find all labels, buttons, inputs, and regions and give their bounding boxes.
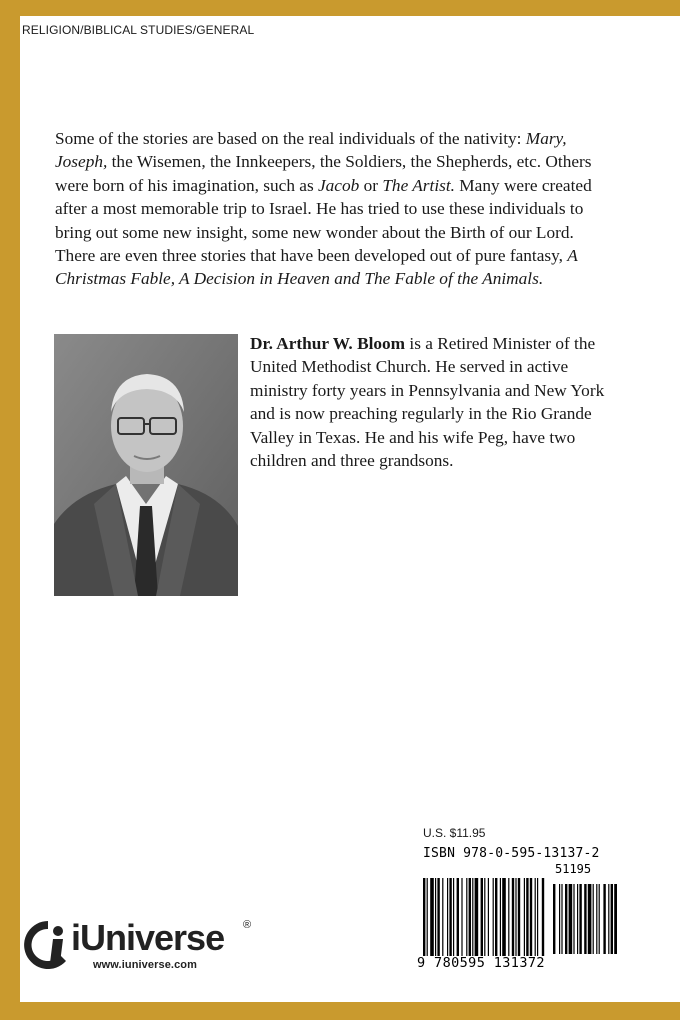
barcode-addon-digits: 51195 bbox=[555, 862, 592, 876]
barcode-digits: 9 780595 131372 bbox=[417, 955, 545, 971]
iuniverse-mark-icon bbox=[20, 917, 72, 973]
category-label: RELIGION/BIBLICAL STUDIES/GENERAL bbox=[22, 23, 255, 37]
price-label: U.S. $11.95 bbox=[423, 826, 486, 840]
registered-mark: ® bbox=[243, 919, 252, 931]
isbn-label: ISBN 978-0-595-13137-2 bbox=[423, 846, 600, 861]
publisher-name: iUniverse bbox=[71, 917, 225, 958]
publisher-logo bbox=[20, 917, 250, 982]
publisher-url[interactable]: www.iuniverse.com bbox=[93, 959, 197, 971]
barcode bbox=[419, 864, 617, 958]
book-blurb: Some of the stories are based on the real individuals of the nativity: Mary, Joseph, the Wisemen, the Innkeepers, the Soldiers, the Shepherds, etc. Others were born of his imagination, such as Jacob or The Artist. Many were created after a most memorable trip to Israel. He has tried to use these individuals to bring out some new insight, some new wonder about the Birth of our Lord. There are even three stories that have been developed out of pure fantasy, A Christmas Fable, A Decision in Heaven and The Fable of the Animals. bbox=[55, 129, 592, 289]
author-bio: Dr. Arthur W. Bloom is a Retired Minister of the United Methodist Church. He served in active ministry forty years in Pennsylvania and New York and is now preaching regularly in the Rio Grande Valley in Texas. He and his wife Peg, have two children and three grandsons. bbox=[250, 334, 605, 471]
author-name: Dr. Arthur W. Bloom bbox=[250, 334, 406, 353]
author-photo bbox=[54, 334, 238, 596]
